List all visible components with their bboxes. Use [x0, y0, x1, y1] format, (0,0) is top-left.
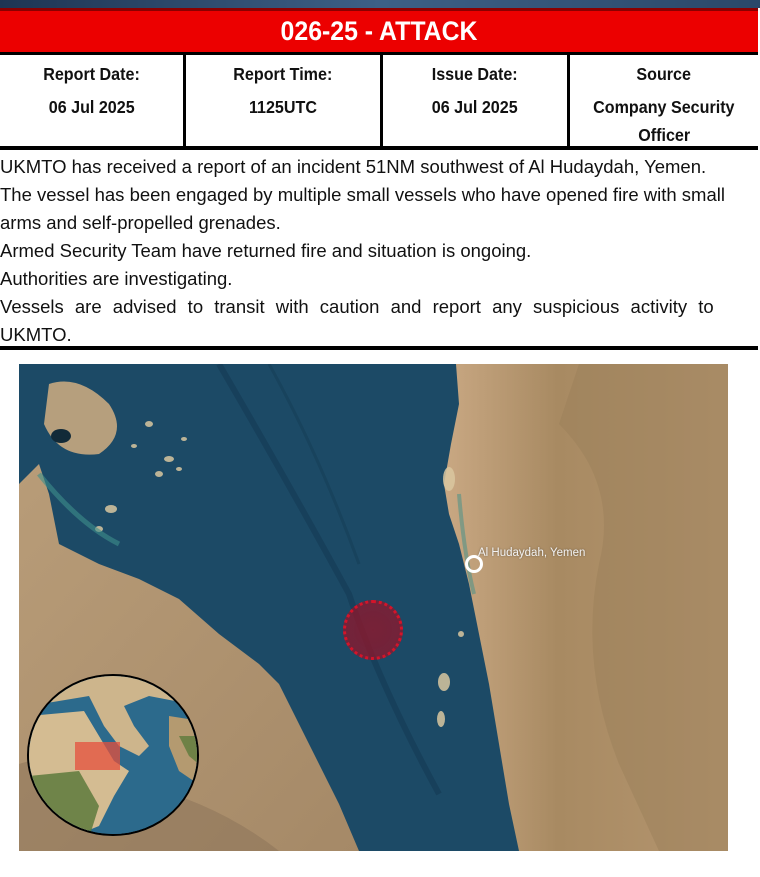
- incident-map: [19, 364, 728, 851]
- source-cell: [570, 55, 758, 146]
- report-info-table: [0, 55, 758, 150]
- description-line: The vessel has been engaged by multiple small vessels who have opened fire with small: [0, 184, 725, 205]
- inset-region-highlight: [75, 742, 120, 770]
- report-date-cell: [0, 55, 186, 146]
- incident-area-marker: [343, 600, 403, 660]
- issue-date-label: Issue Date:: [432, 64, 518, 84]
- incident-description: [0, 150, 758, 350]
- description-line: Authorities are investigating.: [0, 268, 233, 289]
- report-date-value: 06 Jul 2025: [48, 97, 135, 117]
- source-value-line-1: Company Security: [593, 97, 735, 117]
- city-label: Al Hudaydah, Yemen: [478, 547, 586, 559]
- description-line: arms and self-propelled grenades.: [0, 212, 281, 233]
- source-label: Source: [636, 64, 692, 84]
- description-line: Vessels are advised to transit with caution and report any suspicious activity to: [0, 296, 714, 317]
- report-title-bar: [0, 8, 758, 55]
- report-title: 026-25 - ATTACK: [280, 16, 478, 46]
- inset-globe-map: [27, 674, 199, 836]
- issue-date-value: 06 Jul 2025: [432, 97, 518, 117]
- report-time-label: Report Time:: [233, 64, 333, 84]
- description-line: UKMTO has received a report of an incident 51NM southwest of Al Hudaydah, Yemen.: [0, 156, 707, 177]
- issue-date-cell: [383, 55, 570, 146]
- header-strip: [0, 0, 760, 8]
- report-time-cell: [186, 55, 383, 146]
- description-line: Armed Security Team have returned fire and situation is ongoing.: [0, 240, 532, 261]
- source-value-line-2: Officer: [638, 125, 690, 145]
- report-date-label: Report Date:: [43, 64, 140, 84]
- report-time-value: 1125UTC: [248, 97, 318, 117]
- description-line: UKMTO.: [0, 324, 72, 345]
